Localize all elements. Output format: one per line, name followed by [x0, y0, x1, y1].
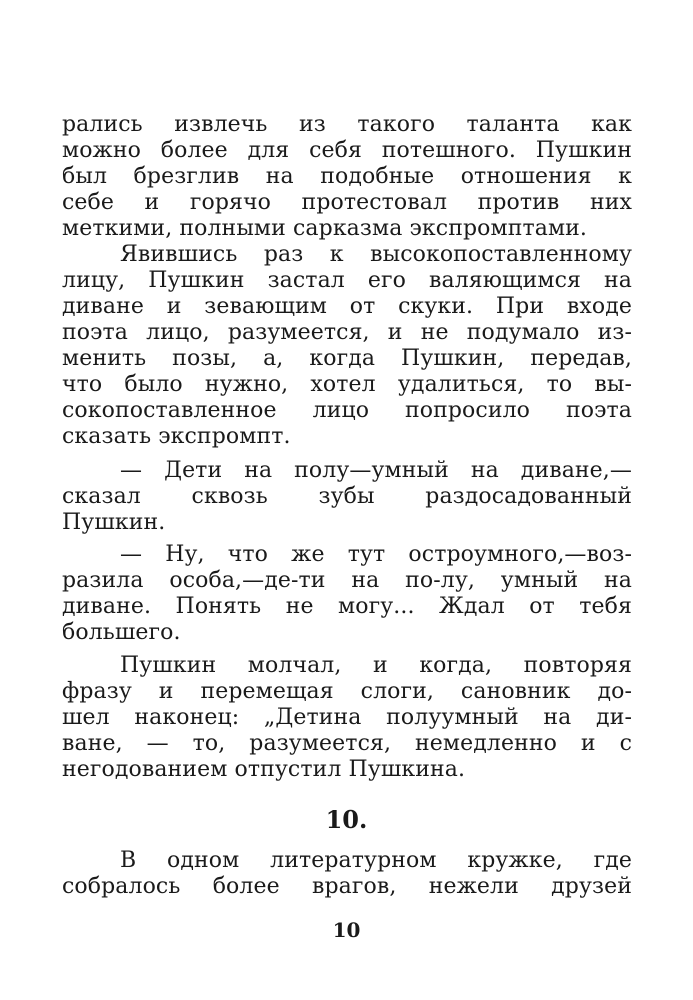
text-line: что было нужно, хотел удалиться, то вы- [62, 372, 632, 397]
text-line: сказал сквозь зубы раздосадованный [62, 484, 632, 509]
text-line: сокопоставленное лицо попросило поэта [62, 398, 632, 423]
text-line: сказать экспромпт. [62, 424, 291, 449]
text-line: поэта лицо, разумеется, и не подумало из- [62, 320, 632, 345]
text-line: — Дети на полу—умный на диване,— [120, 458, 632, 483]
text-line: был брезглив на подобные отношения к [62, 164, 632, 189]
paragraph-reply [62, 542, 632, 646]
text-line: рались извлечь из такого таланта как [62, 112, 632, 137]
text-line: диване. Понять не могу... Ждал от тебя [62, 594, 632, 619]
text-line: разила особа,—де-ти на по-лу, умный на [62, 568, 632, 593]
text-line: себе и горячо протестовал против них [62, 190, 632, 215]
text-line: диване и зевающим от скуки. При входе [62, 294, 632, 319]
text-line: негодованием отпустил Пушкина. [62, 757, 466, 782]
text-line: Пушкин молчал, и когда, повторяя [120, 653, 632, 678]
page-number: 10 [332, 918, 361, 942]
text-line: ване, — то, разумеется, немедленно и с [62, 731, 632, 756]
text-line: шел наконец: „Детина полуумный на ди- [62, 705, 632, 730]
paragraph-visit [62, 242, 632, 450]
text-line: меткими, полными сарказма экспромптами. [62, 216, 588, 241]
paragraph-ending [62, 653, 632, 783]
text-line: В одном литературном кружке, где [120, 848, 632, 873]
paragraph-intro [62, 112, 632, 242]
paragraph-impromptu [62, 458, 632, 536]
text-line: собралось более врагов, нежели друзей [62, 874, 632, 899]
text-line: — Ну, что же тут остроумного,—воз- [120, 542, 632, 567]
paragraph-section-start [62, 848, 632, 900]
text-line: можно более для себя потешного. Пушкин [62, 138, 632, 163]
text-line: Пушкин. [62, 510, 166, 535]
section-heading: 10. [325, 805, 368, 834]
text-line: лицу, Пушкин застал его валяющимся на [62, 268, 632, 293]
text-line: большего. [62, 620, 181, 645]
text-line: менить позы, а, когда Пушкин, передав, [62, 346, 632, 371]
text-line: фразу и перемещая слоги, сановник до- [62, 679, 632, 704]
text-line: Явившись раз к высокопоставленному [120, 242, 632, 267]
